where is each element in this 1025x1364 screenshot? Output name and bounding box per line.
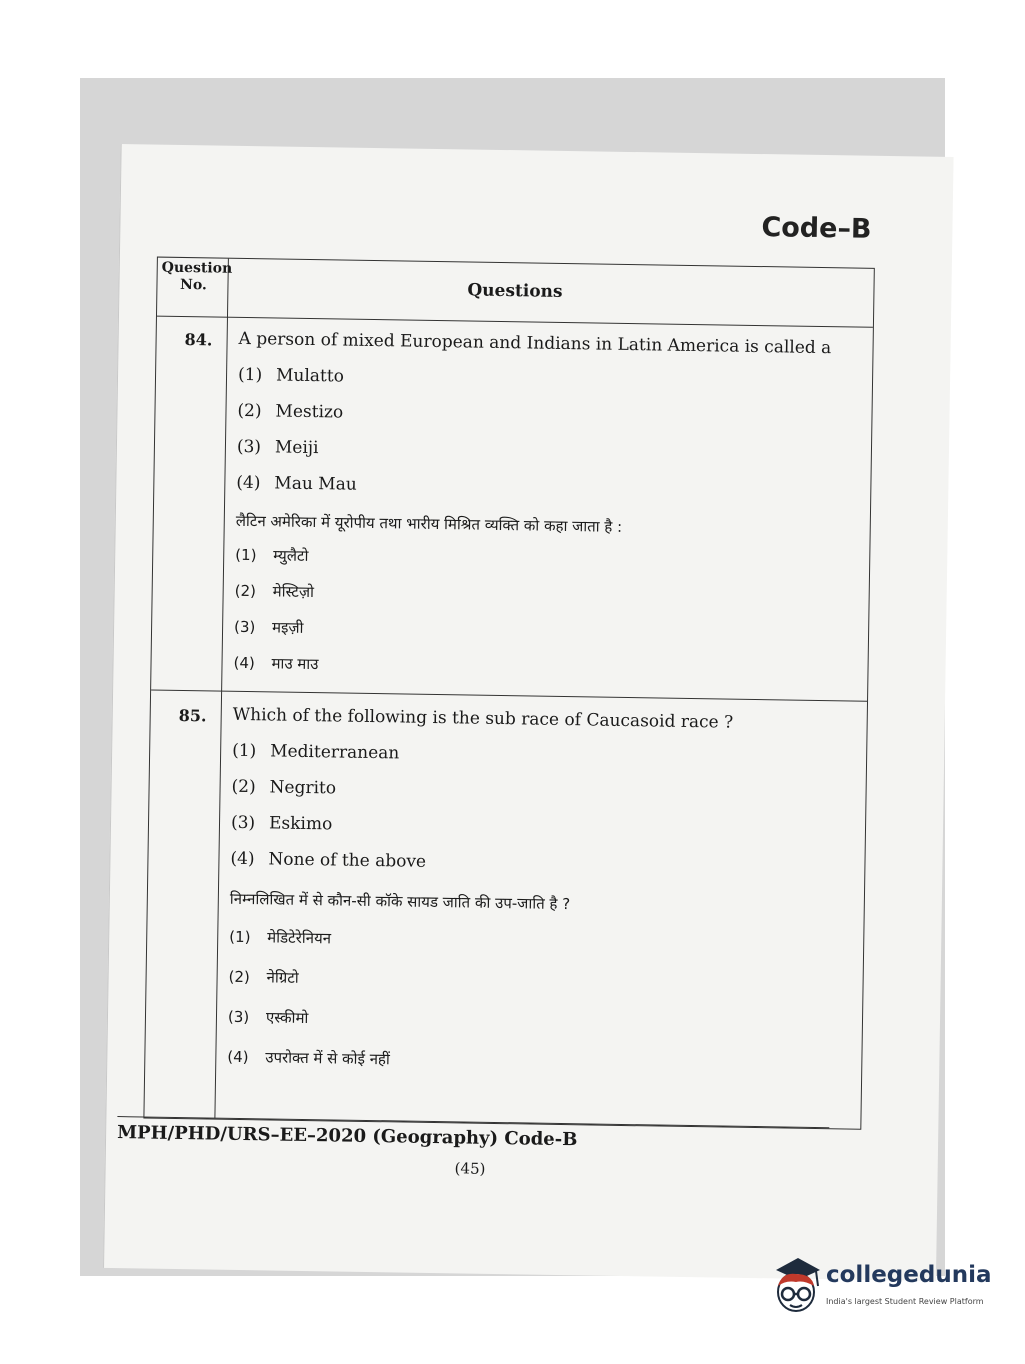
brand-name: collegedunia xyxy=(826,1262,992,1288)
option-en xyxy=(231,813,333,835)
option-text: Negrito xyxy=(269,777,337,799)
question-text-hi: लैटिन अमेरिका में यूरोपीय तथा भारीय मिश्रित व्यक्ति को कहा जाता है : xyxy=(235,511,623,536)
option-text: Mestizo xyxy=(275,401,344,423)
option-text: मेडिटेरेनियन xyxy=(267,928,332,948)
question-number: 85. xyxy=(178,705,207,726)
option-text: माउ माउ xyxy=(271,654,319,674)
option-text: नेग्रिटो xyxy=(266,968,299,987)
header-divider xyxy=(157,316,873,328)
option-number: (1) xyxy=(229,927,251,947)
option-number: (1) xyxy=(235,545,257,565)
header-questions: Questions xyxy=(467,280,563,302)
option-number: (4) xyxy=(236,472,261,494)
option-text: मइज़ी xyxy=(271,618,304,637)
option-number: (4) xyxy=(230,848,255,870)
option-text: Mau Mau xyxy=(274,473,357,495)
option-hi xyxy=(233,653,318,674)
option-en xyxy=(236,473,357,495)
option-hi xyxy=(227,1047,390,1070)
option-number: (3) xyxy=(230,812,256,834)
option-text: Mulatto xyxy=(275,365,345,387)
option-number: (2) xyxy=(234,581,257,601)
option-hi xyxy=(228,967,298,988)
option-text: मेस्टिज़ो xyxy=(272,582,315,602)
column-divider xyxy=(214,259,229,1119)
option-text: म्युलैटो xyxy=(273,546,309,565)
footer-exam-code: MPH/PHD/URS–EE–2020 (Geography) Code-B xyxy=(116,1122,578,1151)
option-number: (4) xyxy=(233,653,255,673)
option-en xyxy=(238,365,344,387)
option-en xyxy=(237,401,343,423)
question-text-hi: निम्नलिखित में से कौन-सी कॉके सायड जाति की उप-जाति है ? xyxy=(229,889,571,914)
option-text: एस्कीमो xyxy=(265,1008,309,1028)
page-number: (45) xyxy=(454,1159,486,1178)
option-text: None of the above xyxy=(268,849,427,872)
option-number: (2) xyxy=(231,776,256,798)
option-en xyxy=(237,437,319,458)
option-text: उपरोक्त में से कोई नहीं xyxy=(265,1048,390,1069)
question-table xyxy=(143,257,874,1130)
header-question-no: Question No. xyxy=(161,259,233,294)
option-en xyxy=(232,741,399,764)
option-number: (4) xyxy=(227,1047,249,1067)
option-hi xyxy=(228,1007,309,1028)
brand-tagline: India's largest Student Review Platform xyxy=(826,1297,984,1306)
option-text: Eskimo xyxy=(268,813,333,835)
option-number: (2) xyxy=(237,400,262,422)
collegedunia-watermark xyxy=(768,1250,998,1322)
option-hi xyxy=(235,581,315,602)
option-hi xyxy=(234,617,304,638)
option-number: (3) xyxy=(236,436,262,458)
option-hi xyxy=(229,927,331,949)
question-text-en: Which of the following is the sub race of Caucasoid race ? xyxy=(232,704,734,733)
code-label: Code–B xyxy=(761,212,872,245)
option-en xyxy=(231,777,336,799)
option-number: (1) xyxy=(232,740,257,762)
mascot-icon xyxy=(768,1252,824,1318)
option-number: (2) xyxy=(228,967,251,987)
option-number: (1) xyxy=(237,364,263,386)
option-hi xyxy=(235,545,309,566)
row-divider xyxy=(151,690,867,702)
option-text: Meiji xyxy=(274,437,319,459)
option-number: (3) xyxy=(227,1007,250,1027)
question-text-en: A person of mixed European and Indians in Latin America is called a xyxy=(238,328,832,359)
option-number: (3) xyxy=(233,617,256,637)
option-text: Mediterranean xyxy=(270,741,400,764)
question-number: 84. xyxy=(184,330,213,350)
option-en xyxy=(230,849,426,872)
